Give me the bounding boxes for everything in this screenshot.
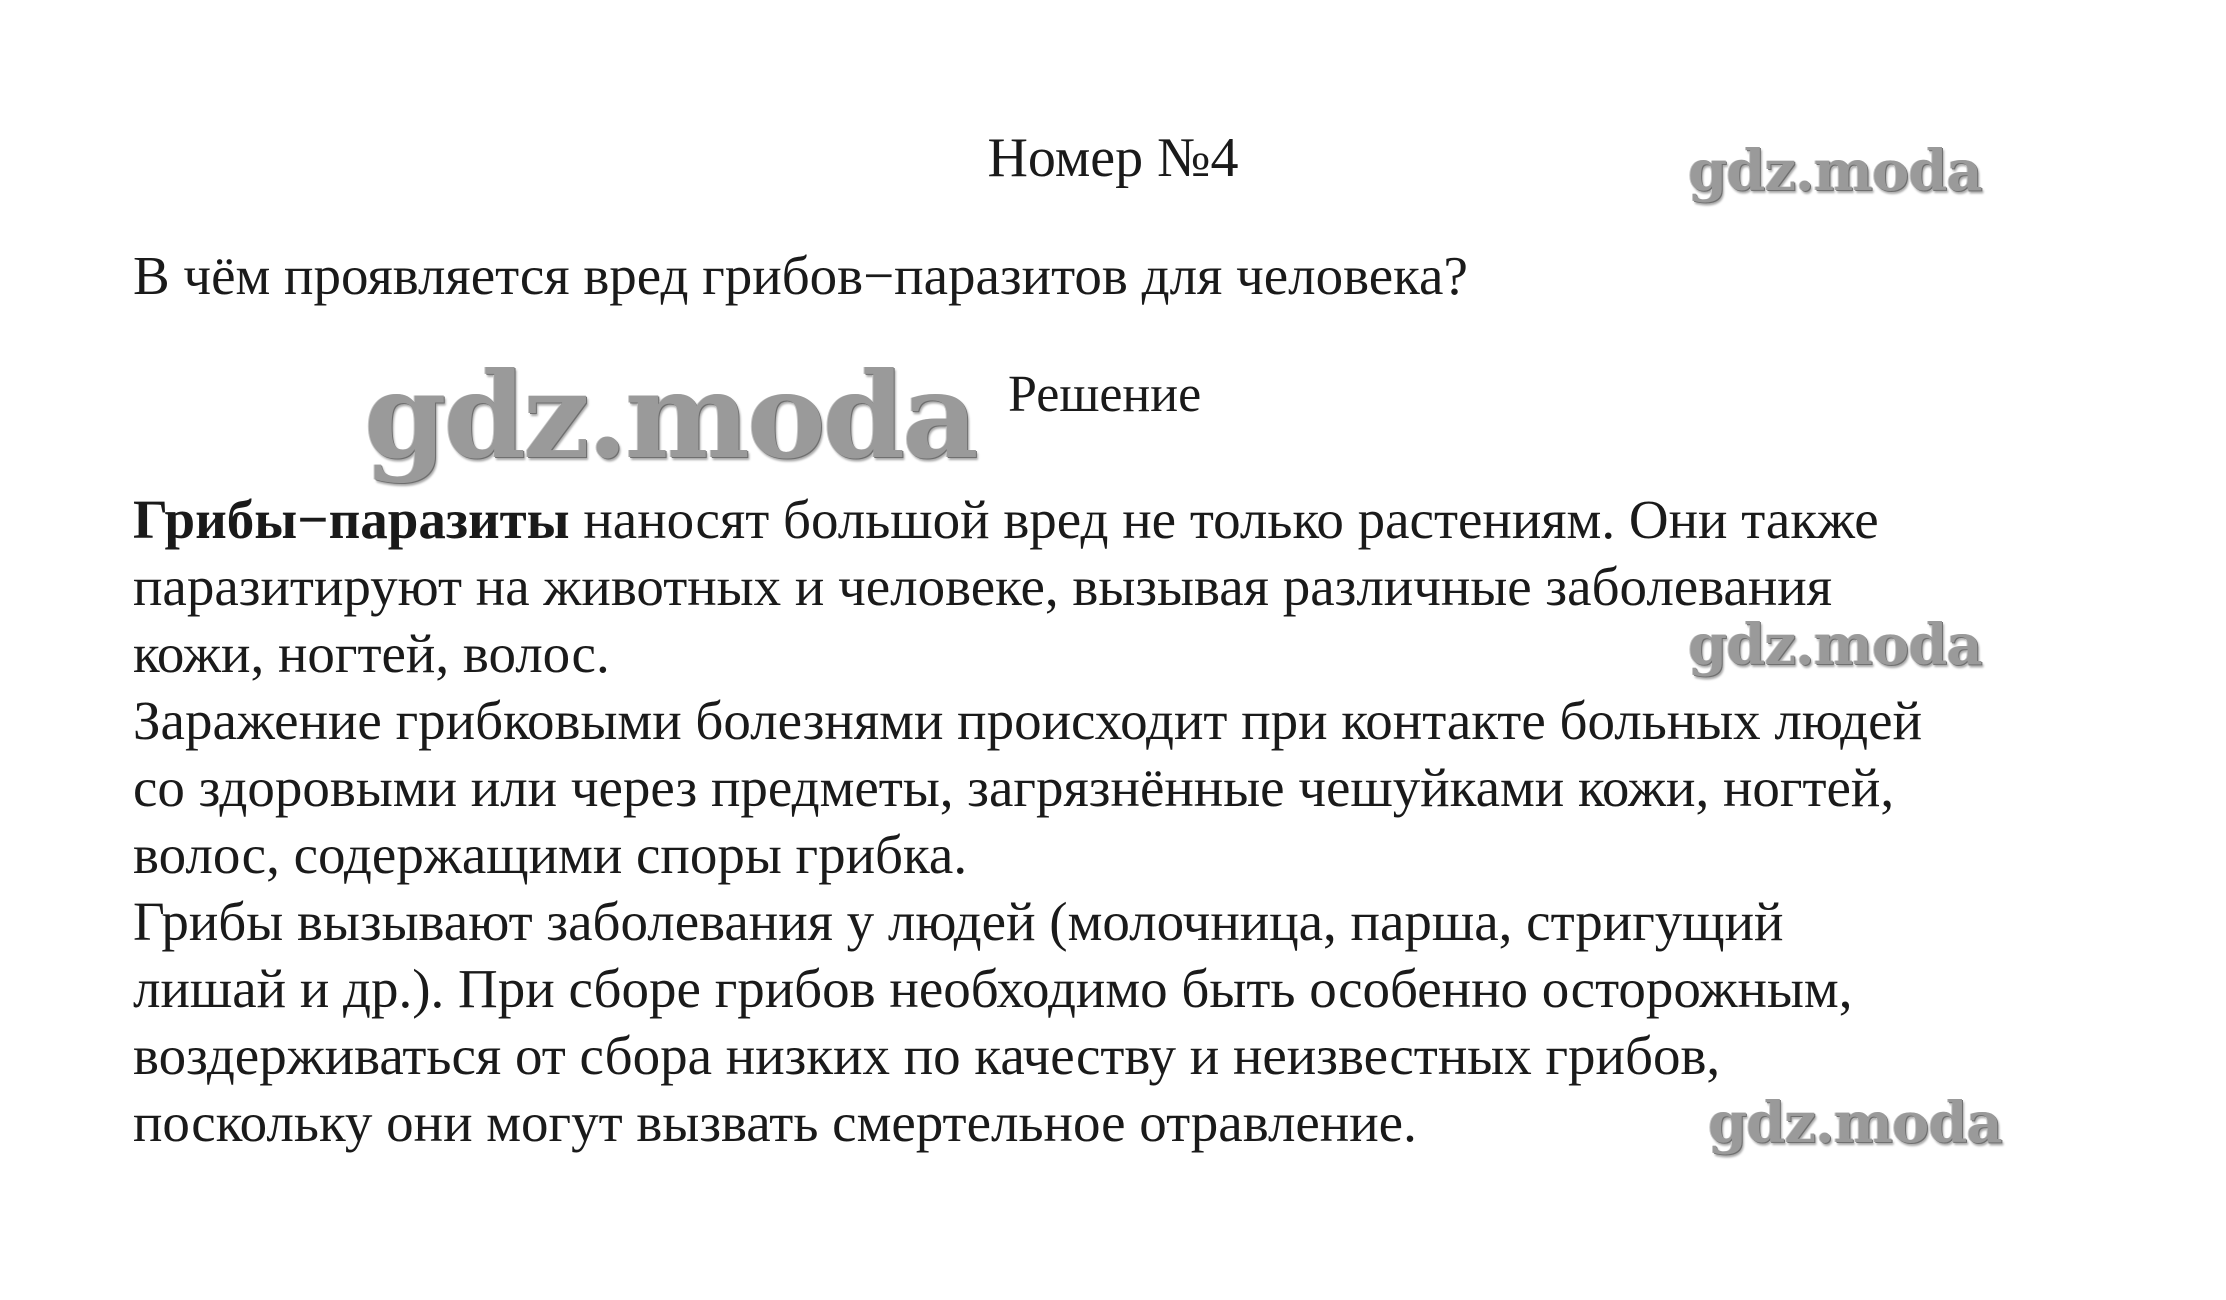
watermark-logo-top-right: gdz.moda bbox=[1688, 138, 1982, 204]
answer-line-4: Заражение грибковыми болезнями происходит при контакте больных людей bbox=[133, 690, 1923, 751]
answer-term-bold: Грибы−паразиты bbox=[133, 489, 570, 550]
watermark-logo-bottom-right: gdz.moda bbox=[1708, 1090, 2002, 1156]
answer-line-6: волос, содержащими споры грибка. bbox=[133, 824, 968, 885]
answer-text bbox=[133, 486, 2133, 1156]
task-number-title: Номер №4 bbox=[987, 127, 1239, 189]
question-text: В чём проявляется вред грибов−паразитов для человека? bbox=[133, 245, 1468, 306]
answer-line-7: Грибы вызывают заболевания у людей (молочница, парша, стригущий bbox=[133, 891, 1784, 952]
answer-line-2: паразитируют на животных и человеке, вызывая различные заболевания bbox=[133, 556, 1833, 617]
solution-label: Решение bbox=[1008, 366, 1202, 423]
answer-line-5: со здоровыми или через предметы, загрязнённые чешуйками кожи, ногтей, bbox=[133, 757, 1895, 818]
answer-line-3: кожи, ногтей, волос. bbox=[133, 623, 610, 684]
watermark-logo-middle-right: gdz.moda bbox=[1688, 612, 1982, 678]
watermark-logo-large: gdz.moda bbox=[364, 346, 976, 485]
answer-line-10: поскольку они могут вызвать смертельное отравление. bbox=[133, 1092, 1417, 1153]
answer-line-8: лишай и др.). При сборе грибов необходимо быть особенно осторожным, bbox=[133, 958, 1853, 1019]
answer-line-9: воздерживаться от сбора низких по качеству и неизвестных грибов, bbox=[133, 1025, 1721, 1086]
answer-line-1 bbox=[133, 486, 2133, 553]
answer-line-1-rest: наносят большой вред не только растениям. Они также bbox=[569, 489, 1879, 550]
